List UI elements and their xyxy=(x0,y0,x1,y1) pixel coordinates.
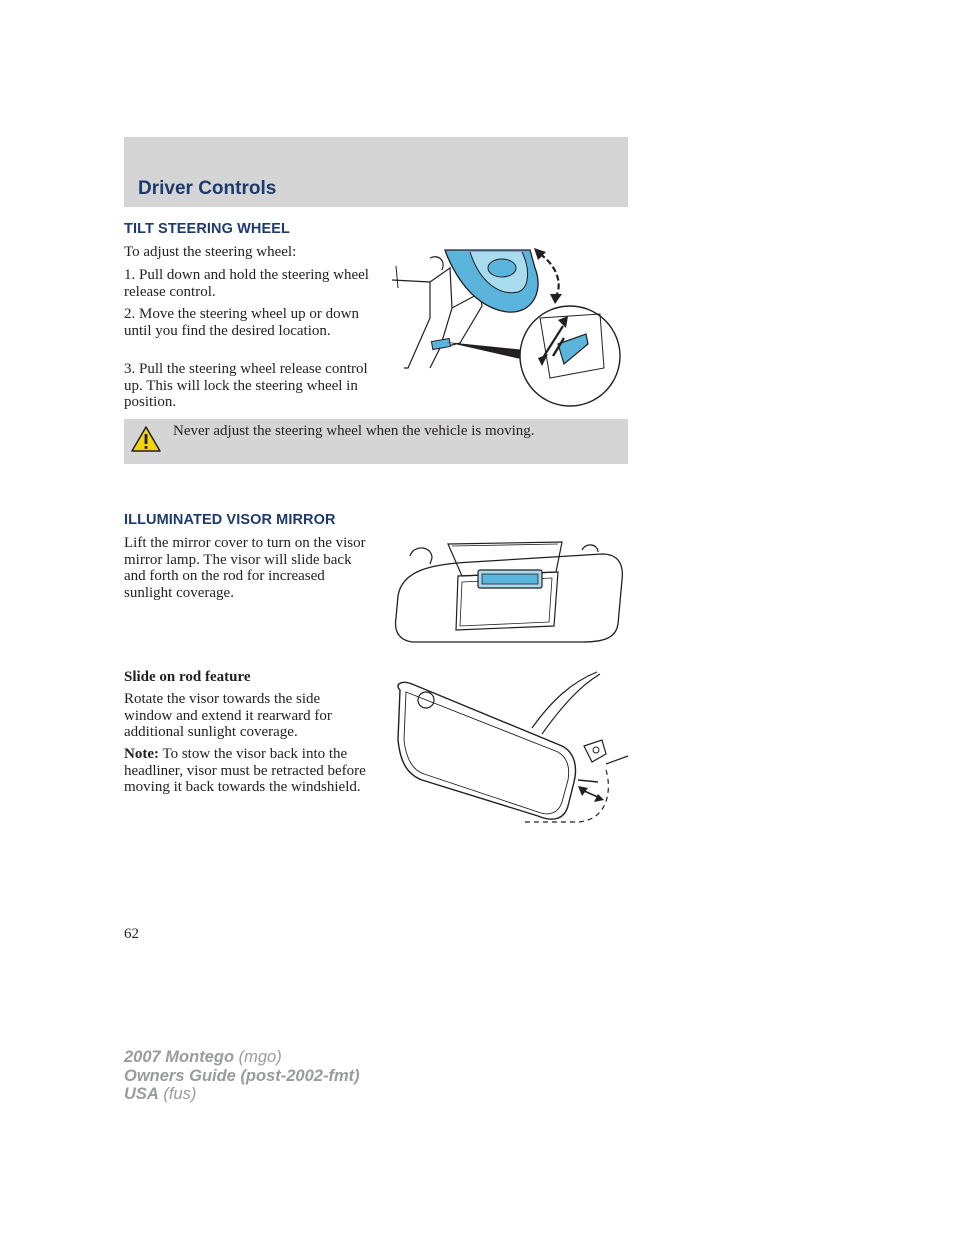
section-title: Driver Controls xyxy=(138,178,277,199)
document-footer xyxy=(124,1048,360,1104)
note-text: To stow the visor back into the headliner, visor must be retracted before moving it back towards the windshield. xyxy=(124,746,366,795)
footer-line-3: USA (fus) xyxy=(124,1085,197,1103)
tilt-step-1: 1. Pull down and hold the steering wheel release control. xyxy=(124,267,369,300)
slide-rod-text: Rotate the visor towards the side window and extend it rearward for additional sunlight coverage. xyxy=(124,691,332,740)
slide-rod-heading: Slide on rod feature xyxy=(124,669,251,685)
tilt-step-3: 3. Pull the steering wheel release control up. This will lock the steering wheel in position. xyxy=(124,361,368,410)
footer-line-1: 2007 Montego (mgo) xyxy=(124,1048,282,1066)
visor-mirror-heading: ILLUMINATED VISOR MIRROR xyxy=(124,512,336,528)
tilt-step-2: 2. Move the steering wheel up or down until you find the desired location. xyxy=(124,306,359,339)
visor-mirror-illustration xyxy=(392,540,628,644)
tilt-intro: To adjust the steering wheel: xyxy=(124,244,297,260)
slide-rod-note xyxy=(124,746,372,796)
visor-mirror-text: Lift the mirror cover to turn on the visor mirror lamp. The visor will slide back and forth on the rod for increased sunlight coverage. xyxy=(124,535,366,601)
page-number: 62 xyxy=(124,926,139,942)
note-label: Note: xyxy=(124,746,159,762)
footer-line-2: Owners Guide (post-2002-fmt) xyxy=(124,1066,360,1085)
tilt-steering-heading: TILT STEERING WHEEL xyxy=(124,221,290,237)
steering-wheel-illustration xyxy=(390,248,628,410)
warning-text: Never adjust the steering wheel when the vehicle is moving. xyxy=(173,423,535,439)
visor-slide-illustration xyxy=(392,670,628,830)
warning-triangle-icon xyxy=(130,425,162,453)
